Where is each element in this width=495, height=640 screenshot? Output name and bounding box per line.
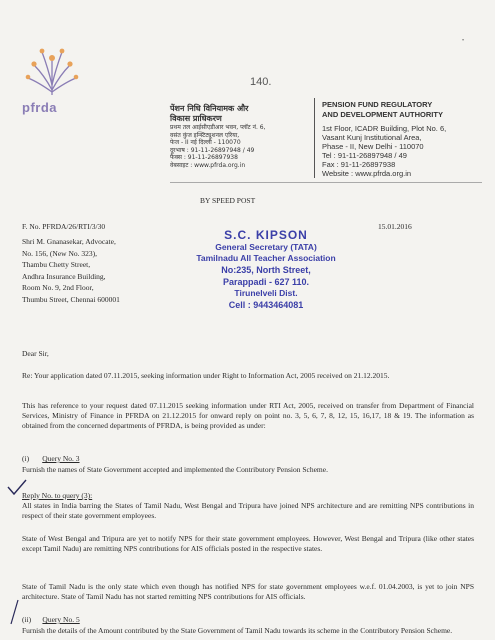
hindi-fax: फैक्स : 91-11-26897938 (170, 154, 238, 161)
address-line: Shri M. Gnanasekar, Advocate, (22, 237, 116, 246)
query-2-label: Query No. 5 (42, 615, 80, 624)
hindi-web: वेबसाइट : www.pfrda.org.in (170, 161, 246, 169)
en-title-2: AND DEVELOPMENT AUTHORITY (322, 110, 443, 119)
file-number: F. No. PFRDA/26/RTI/3/30 (22, 222, 106, 231)
letter-date: 15.01.2016 (378, 222, 412, 231)
handwritten-slash-icon (8, 598, 20, 626)
en-fax: Fax : 91-11-26897938 (322, 160, 396, 169)
en-address-3: Phase - II, New Delhi - 110070 (322, 142, 424, 151)
query-2-number: (ii) (22, 615, 32, 624)
en-tel: Tel : 91-11-26897948 / 49 (322, 151, 407, 160)
reply-paragraph: All states in India barring the States of Tamil Nadu, West Bengal and Tripura have joined NPS architecture and are remitting NPS contributions in respect of their state government employees. (22, 501, 474, 521)
hindi-letterhead (170, 104, 310, 169)
query-2-heading (22, 615, 80, 624)
reply-label: Reply No. to query (3): (22, 491, 93, 500)
speed-post-label: BY SPEED POST (200, 196, 256, 205)
query-1-number: (i) (22, 454, 30, 463)
stamp-line: No:235, North Street, (221, 265, 311, 275)
query-1-heading (22, 454, 80, 463)
stamp-line: Tirunelveli Dist. (234, 288, 298, 298)
stamp-line: Parappadi - 627 110. (222, 277, 310, 287)
address-line: No. 156, (New No. 323), (22, 248, 97, 258)
letterhead-divider (314, 98, 315, 178)
en-web: Website : www.pfrda.org.in (322, 169, 412, 178)
reference-paragraph: This has reference to your request dated 07.11.2015 seeking information under RTI Act, 2005, received on transfer from Department of Financial Services, Ministry of Finance in PFRDA on 21.12.2015 for onward reply on point no. 3, 5, 6, 7, 8, 12, 15, 16,17, 18 & 19. The information as obtained from the concerned departments of PFRDA, is being provided as under: (22, 401, 474, 431)
query-1-label: Query No. 3 (42, 454, 80, 463)
corner-mark: • (462, 38, 465, 44)
hindi-title-2: विकास प्राधिकरण (170, 114, 222, 123)
en-title-1: PENSION FUND REGULATORY (322, 100, 433, 109)
hindi-tel: दूरभाष : 91-11-26897948 / 49 (170, 146, 255, 154)
address-line: Thumbu Street, Chennai 600001 (22, 294, 120, 304)
pfrda-logo-icon (22, 40, 82, 100)
subject-paragraph: Re: Your application dated 07.11.2015, seeking information under Right to Information Act, 2005 received on 21.12.2015. (22, 371, 390, 380)
handwritten-number: 140. (250, 76, 272, 88)
salutation: Dear Sir, (22, 349, 49, 358)
header-rule (170, 182, 482, 183)
sender-stamp (182, 228, 350, 311)
address-line: Thambu Chetty Street, (22, 260, 91, 269)
query-1-text: Furnish the names of State Government accepted and implemented the Contributory Pension Scheme. (22, 465, 328, 474)
address-line: Andhra Insurance Building, (22, 271, 106, 281)
reply-heading (22, 491, 92, 500)
hindi-address-2: वसंत कुंज इन्स्टिट्यूशनल एरिया, (170, 131, 240, 139)
pfrda-brand-text: pfrda (22, 100, 57, 115)
tamilnadu-paragraph: State of Tamil Nadu is the only state which even though has notified NPS for state government employees w.e.f. 01.04.2003, is yet to join NPS architecture. State of Tamil Nadu has not started remitting NPS contributions for AIS officials. (22, 582, 474, 602)
query-2-text: Furnish the details of the Amount contributed by the State Government of Tamil Nadu towards its scheme in the Contributory Pension Scheme. (22, 626, 453, 635)
address-line: Room No. 9, 2nd Floor, (22, 283, 94, 292)
hindi-title-1: पेंशन निधि विनियामक और (170, 104, 249, 113)
stamp-line: Cell : 9443464081 (228, 300, 304, 310)
en-address-2: Vasant Kunj Institutional Area, (322, 133, 422, 142)
en-address-1: 1st Floor, ICADR Building, Plot No. 6, (322, 124, 447, 133)
english-letterhead (322, 100, 492, 178)
stamp-line: General Secretary (TATA) (215, 242, 317, 252)
westbengal-paragraph: State of West Bengal and Tripura are yet to notify NPS for their state government employees. However, West Bengal and Tripura (like other states except Tamil Nadu) are remitting NPS contributions for AIS officials posted in the respective states. (22, 534, 474, 554)
stamp-name: S.C. KIPSON (224, 228, 308, 242)
hindi-address-1: प्रथम तल आईसीएडीआर भवन, प्लॉट नं. 6, (170, 124, 266, 131)
stamp-line: Tamilnadu All Teacher Association (196, 253, 336, 263)
hindi-address-3: फेज - II नई दिल्ली - 110070 (170, 139, 241, 146)
recipient-address (22, 236, 192, 305)
